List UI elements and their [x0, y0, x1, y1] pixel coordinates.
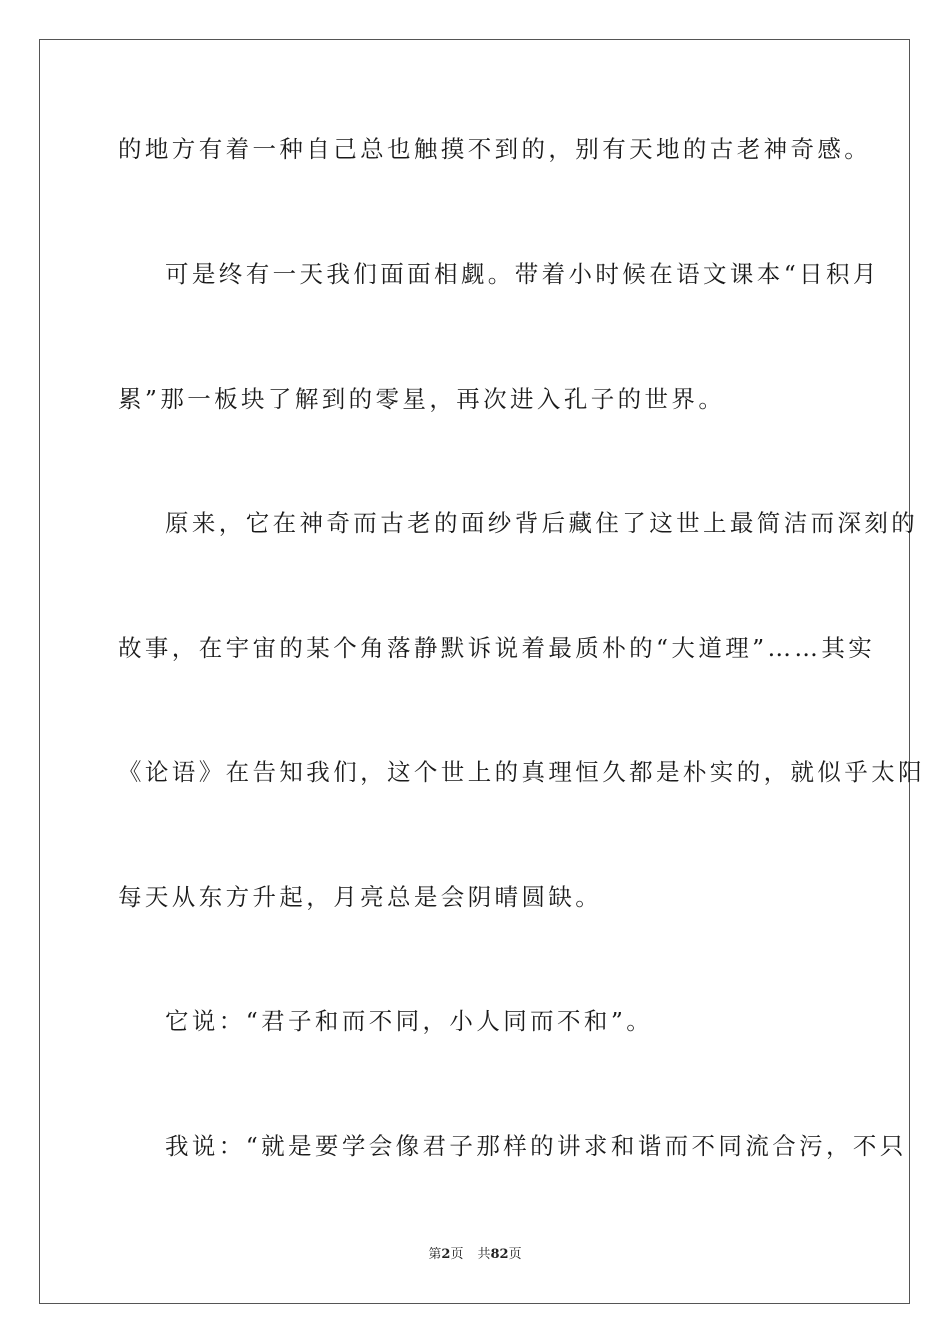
text-line-2: 可是终有一天我们面面相觑。带着小时候在语文课本“日积月 [165, 260, 880, 288]
text-line-6: 《论语》在告知我们，这个世上的真理恒久都是朴实的，就似乎太阳 [118, 758, 925, 786]
total-prefix: 共 [477, 1247, 491, 1262]
text-line-8: 它说：“君子和而不同，小人同而不和”。 [165, 1007, 654, 1035]
page-prefix: 第 [428, 1247, 442, 1262]
text-line-7: 每天从东方升起，月亮总是会阴晴圆缺。 [118, 883, 603, 911]
text-line-9: 我说：“就是要学会像君子那样的讲求和谐而不同流合污，不只 [165, 1132, 907, 1160]
total-pages: 82 [490, 1247, 509, 1262]
page-number: 2 [441, 1247, 451, 1262]
page-suffix: 页 [450, 1247, 464, 1262]
page-footer [0, 1246, 950, 1264]
text-line-4: 原来，它在神奇而古老的面纱背后藏住了这世上最简洁而深刻的 [165, 509, 919, 537]
page-border [39, 39, 925, 1304]
total-suffix: 页 [508, 1247, 522, 1262]
text-line-3: 累”那一板块了解到的零星，再次进入孔子的世界。 [118, 385, 726, 413]
text-line-1: 的地方有着一种自己总也触摸不到的，别有天地的古老神奇感。 [118, 135, 872, 163]
text-line-5: 故事，在宇宙的某个角落静默诉说着最质朴的“大道理”……其实 [118, 634, 876, 662]
